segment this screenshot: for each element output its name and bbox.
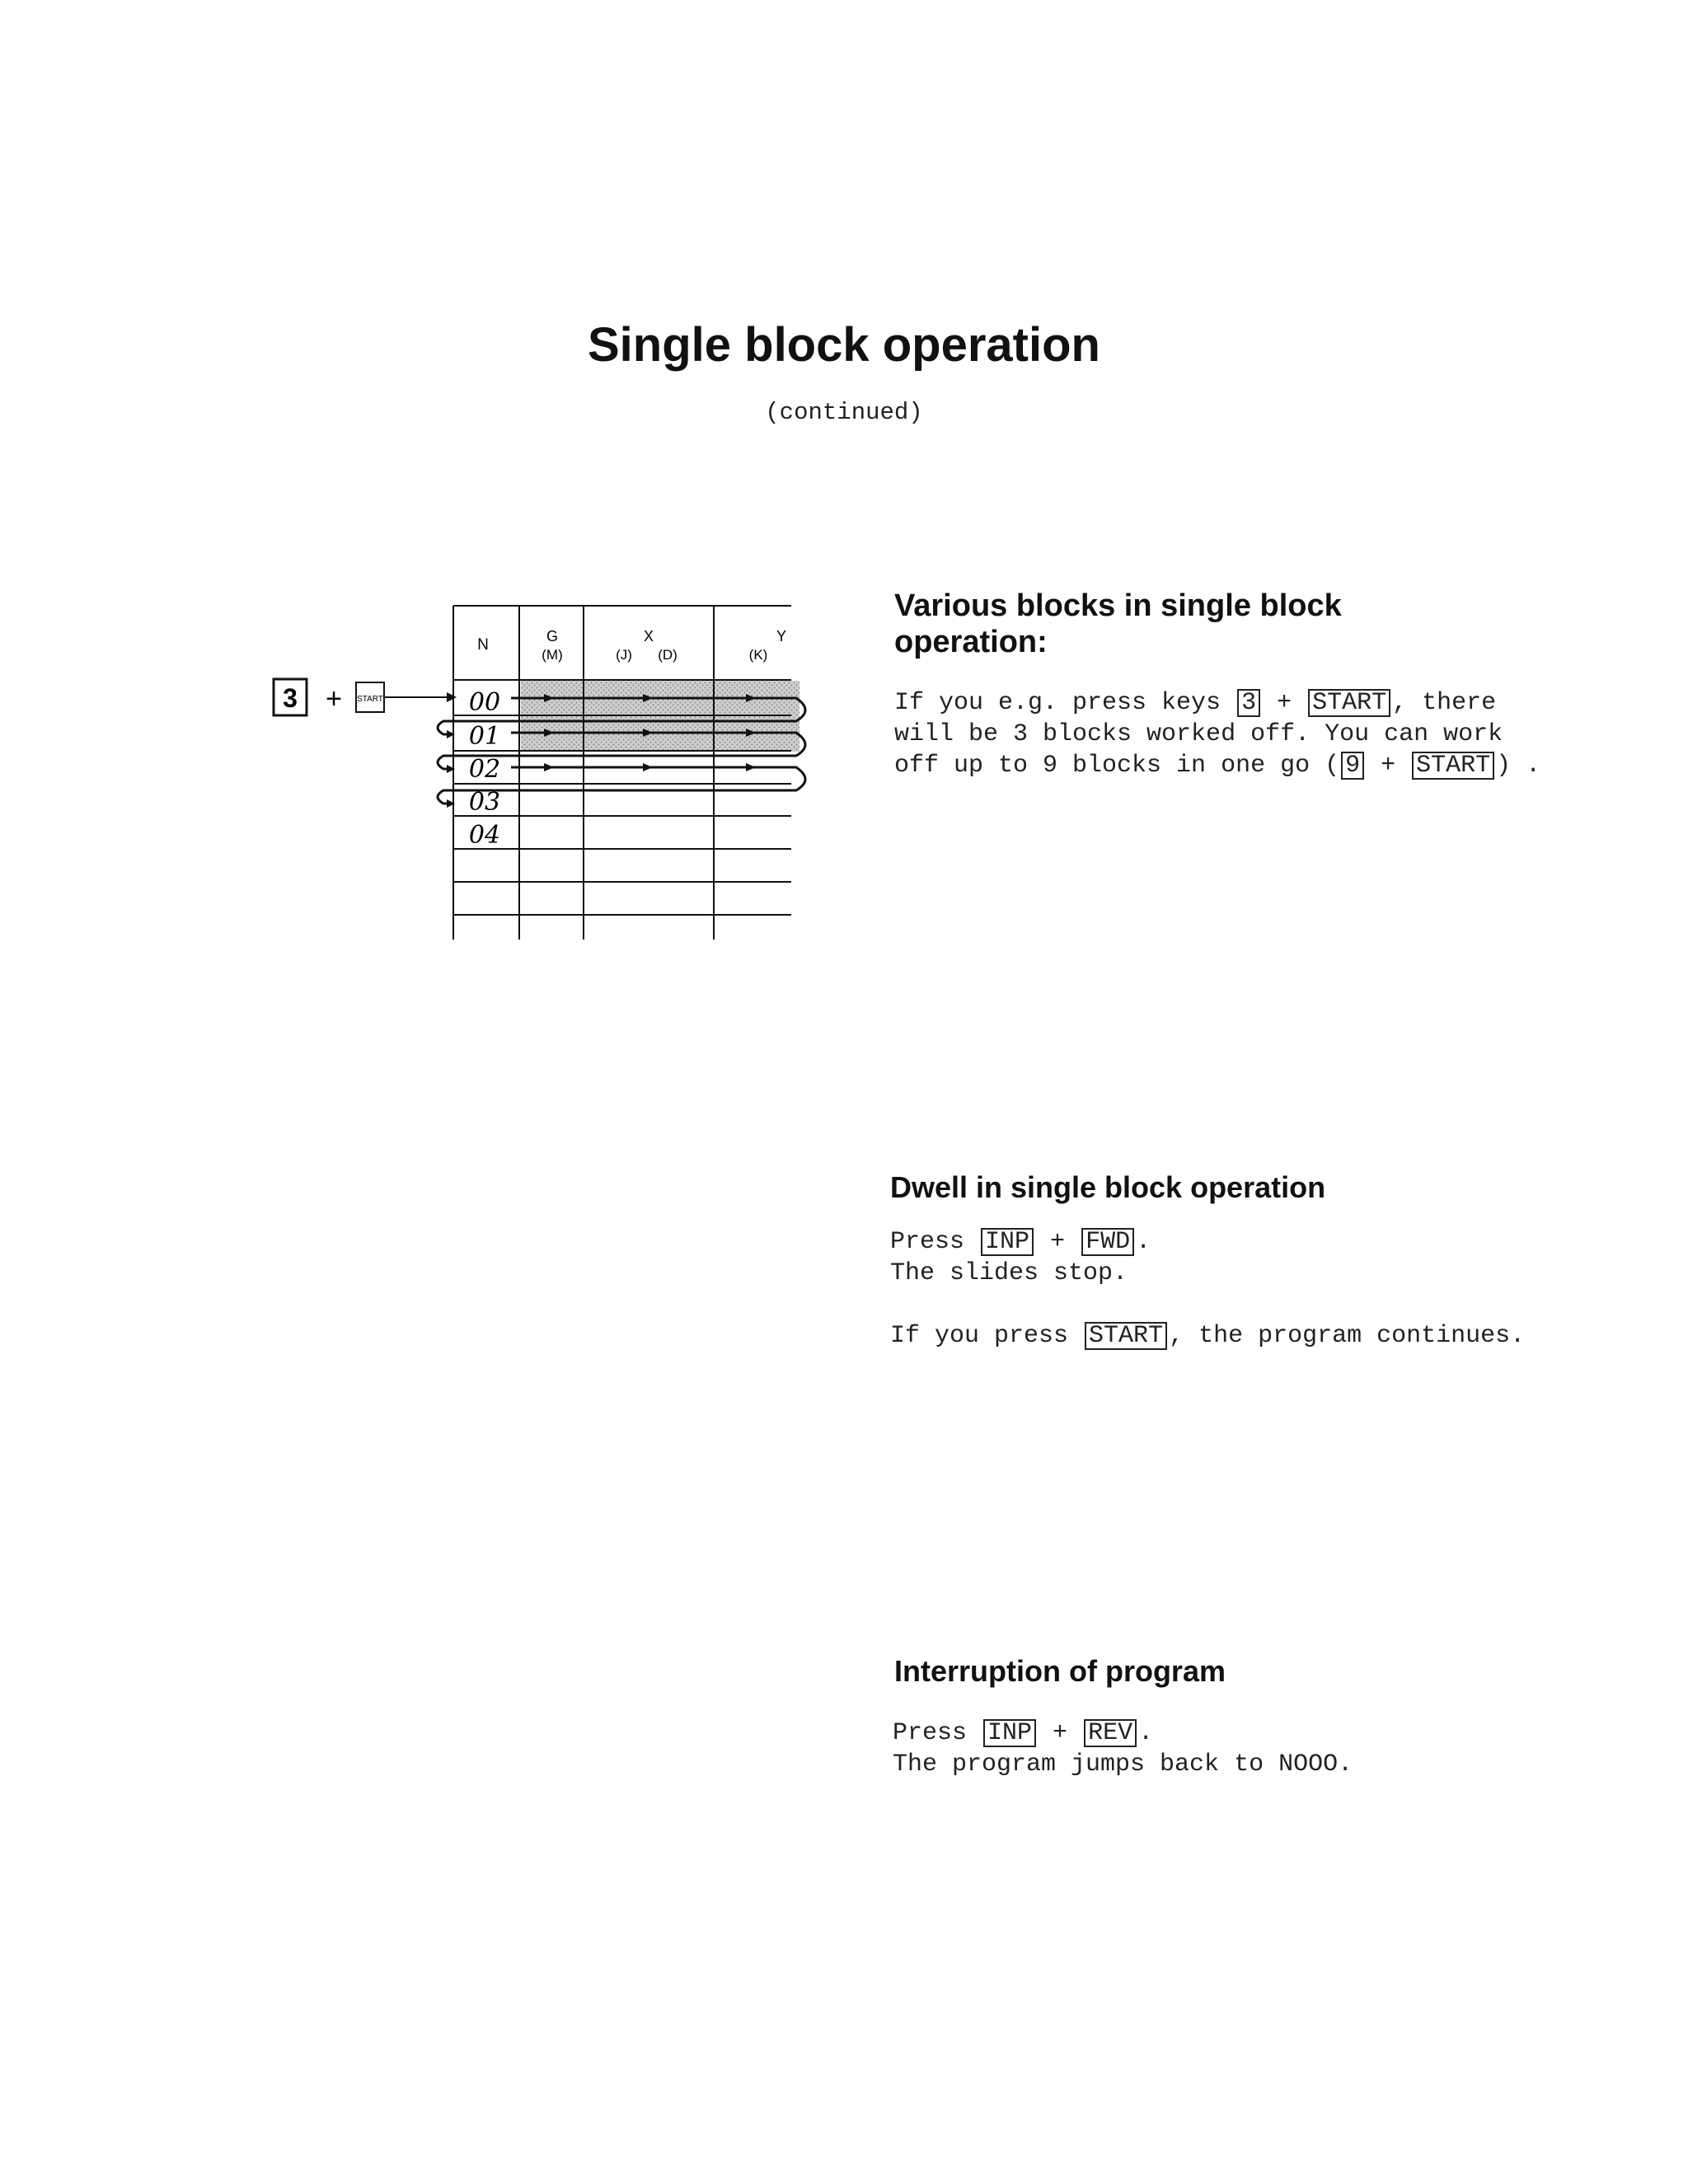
key-plus: + [326,683,342,715]
col-g: G [546,628,559,644]
text: , the program continues. [1169,1322,1526,1350]
dwell-line-3 [890,1320,1550,1352]
text: + [1262,689,1307,717]
row-label-02: 02 [468,755,501,784]
col-y: Y [776,628,787,644]
section-heading-various-blocks: Various blocks in single block operation: [894,588,1342,659]
row-label-03: 03 [468,788,501,817]
row-label-00: 00 [468,688,501,717]
key-start: START [1412,752,1494,780]
section-body-dwell [890,1226,1550,1383]
text: If you press [890,1322,1084,1350]
key-3: 3 [1237,689,1260,717]
entry-arrow-head [447,692,457,702]
text: . [1136,1228,1151,1256]
single-block-diagram [264,598,824,944]
key-inp: INP [983,1719,1036,1747]
text: , there will be 3 blocks worked off. You can work off up to 9 blocks in one go ( [894,689,1503,780]
key-inp: INP [981,1228,1034,1256]
page-subtitle: (continued) [765,399,923,426]
key-start: START [1085,1322,1167,1350]
col-y-sub: (K) [748,647,768,663]
text: ) . [1496,752,1541,780]
interrupt-line-1 [893,1718,1552,1749]
dwell-line-2: The slides stop. [890,1259,1128,1287]
dwell-line-1 [890,1226,1550,1258]
key-start: START [1308,689,1390,717]
key-rev: REV [1084,1719,1137,1747]
page-title: Single block operation [588,318,1100,372]
row-label-04: 04 [468,821,501,850]
col-x: X [643,628,654,644]
section-body-interruption [893,1718,1552,1780]
text: Press [890,1228,980,1256]
key-fwd: FWD [1081,1228,1134,1256]
col-g-sub: (M) [542,647,563,663]
interrupt-line-2: The program jumps back to NOOO. [893,1750,1353,1779]
text: If you e.g. press keys [894,689,1236,717]
text: . [1138,1719,1154,1747]
section-heading-interruption: Interruption of program [894,1654,1226,1688]
text: Press [893,1719,982,1747]
section-body-various-blocks [894,687,1554,781]
row-label-01: 01 [468,722,501,751]
col-n: N [477,636,489,654]
key-start-label: START [357,695,383,704]
section-heading-dwell: Dwell in single block operation [890,1170,1326,1204]
col-x-sub-d: (D) [658,647,678,663]
text: + [1035,1228,1081,1256]
text: + [1038,1719,1083,1747]
key-3-label: 3 [283,683,298,713]
col-x-sub-j: (J) [616,647,632,663]
text: + [1366,752,1411,780]
key-9: 9 [1341,752,1364,780]
